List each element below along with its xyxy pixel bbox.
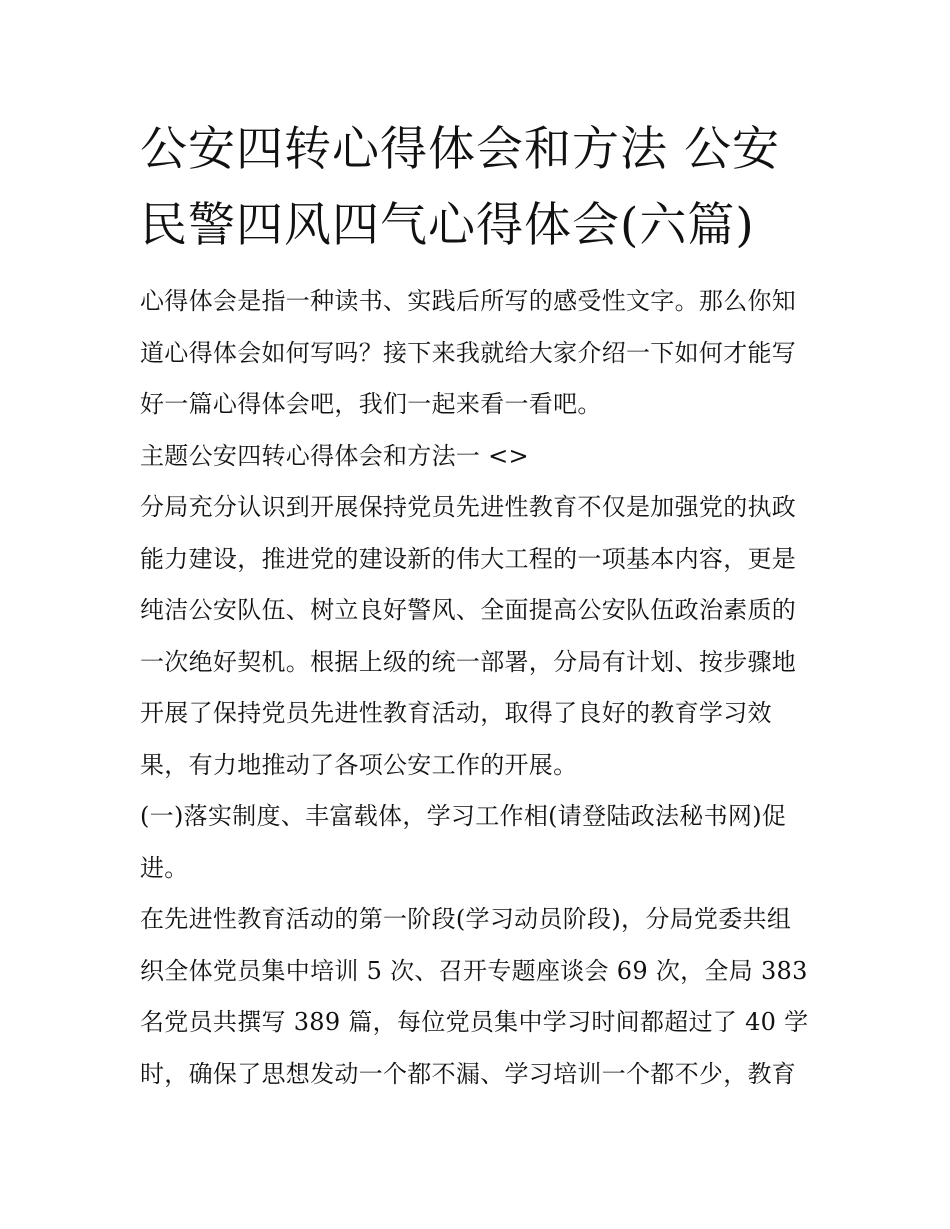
title-line-1: 公安四转心得体会和方法 公安 <box>140 122 780 177</box>
body-line: 一次绝好契机。根据上级的统一部署，分局有计划、按步骤地 <box>140 647 797 676</box>
document-title <box>140 112 820 264</box>
body-line: 道心得体会如何写吗？接下来我就给大家介绍一下如何才能写 <box>140 338 797 367</box>
body-line: 进。 <box>140 853 189 882</box>
body-line: 开展了保持党员先进性教育活动，取得了良好的教育学习效 <box>140 699 772 727</box>
body-line: 好一篇心得体会吧，我们一起来看一看吧。 <box>140 390 602 418</box>
body-line: 时，确保了思想发动一个都不漏、学习培训一个都不少，教育 <box>140 1059 797 1088</box>
body-line: 纯洁公安队伍、树立良好警风、全面提高公安队伍政治素质的 <box>140 596 797 624</box>
body-line: 名党员共撰写 389 篇，每位党员集中学习时间都超过了 40 学 <box>140 1008 809 1036</box>
body-line: 果，有力地推动了各项公安工作的开展。 <box>140 750 578 779</box>
section-heading: 主题公安四转心得体会和方法一 <> <box>140 441 529 470</box>
body-line: 分局充分认识到开展保持党员先进性教育不仅是加强党的执政 <box>140 493 797 521</box>
body-line: (一)落实制度、丰富载体，学习工作相(请登陆政法秘书网)促 <box>140 802 787 830</box>
title-line-2: 民警四风四气心得体会(六篇) <box>140 198 755 253</box>
document-body <box>140 280 820 1104</box>
body-line: 在先进性教育活动的第一阶段(学习动员阶段)，分局党委共组 <box>140 905 792 933</box>
body-line: 心得体会是指一种读书、实践后所写的感受性文字。那么你知 <box>140 287 797 315</box>
body-line: 织全体党员集中培训 5 次、召开专题座谈会 69 次，全局 383 <box>140 956 808 985</box>
body-line: 能力建设，推进党的建设新的伟大工程的一项基本内容，更是 <box>140 544 797 573</box>
